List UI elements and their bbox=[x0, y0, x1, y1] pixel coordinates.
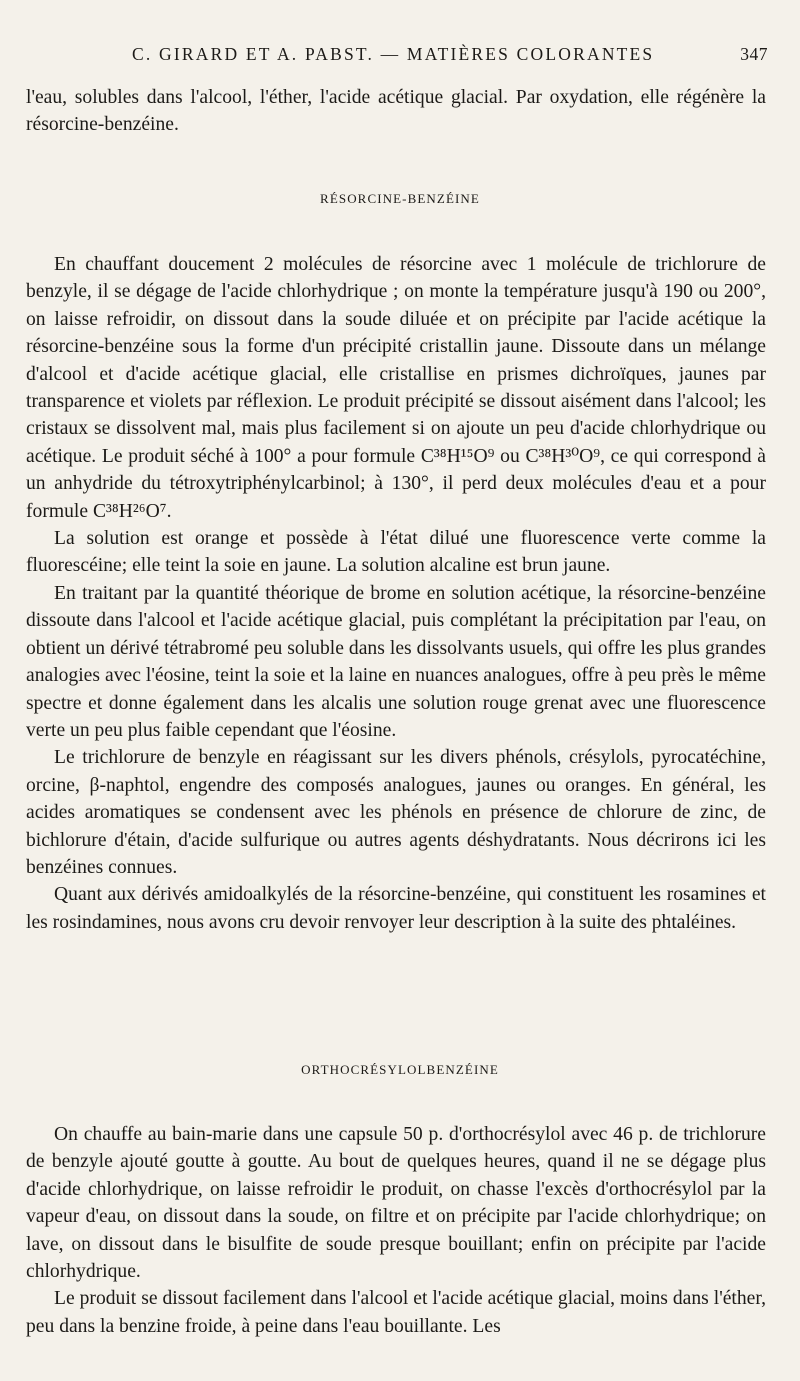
paragraph: En traitant par la quantité théorique de brome en solution acétique, la résorcine-benzéine dissoute dans l'alcool et l'acide acétique glacial, puis complétant la précipitation par l'eau, on obtient un dérivé tétrabromé peu soluble dans les dissolvants usuels, qui offre les plus grandes analogies avec l'éosine, teint la soie et la laine en nuances analogues, offre à peu près le même spectre et donne également dans les alcalis une solution rouge grenat avec une fluorescence verte un peu plus faible cependant que l'éosine. bbox=[26, 582, 766, 741]
paragraph-text: En chauffant doucement 2 molécules de résorcine avec 1 molécule de trichlorure de benzyle, il se dégage de l'acide chlorhydrique ; on monte la température jusqu'à 190 ou 200°, on laisse refroidir, on dissout dans la soude diluée et on précipite par l'acide acétique la résorcine-benzéine sous la forme d'un précipité cristallin jaune. Dissoute dans un mélange d'alcool et d'acide acétique glacial, elle cristallise en prismes dichroïques, jaunes par transparence et violets par réflexion. Le produit précipité se dissout aisément dans l'alcool; les cristaux se dissolvent mal, mais plus facilement si on ajoute un peu d'acide chlorhydrique ou acétique. Le produit séché à 100° a pour formule bbox=[26, 254, 766, 467]
section-body-resorcine-benzeine bbox=[26, 251, 766, 936]
paragraph: On chauffe au bain-marie dans une capsule 50 p. d'orthocrésylol avec 46 p. de trichlorure de benzyle ajouté goutte à goutte. Au bout de quelques heures, quand il ne se dégage plus d'acide chlorhydrique, on laisse refroidir le produit, on chasse l'excès d'orthocrésylol par la vapeur d'eau, on dissout dans la soude, on filtre et on précipite par l'acide chlorhydrique; on lave, on dissout dans le bisulfite de soude presque bouillant; enfin on précipite par l'acide chlorhydrique. bbox=[26, 1124, 766, 1283]
paragraph: Quant aux dérivés amidoalkylés de la résorcine-benzéine, qui constituent les rosamines et les rosindamines, nous avons cru devoir renvoyer leur description à la suite des phtaléines. bbox=[26, 884, 766, 933]
paragraph bbox=[26, 251, 766, 525]
running-title: C. GIRARD ET A. PABST. — MATIÈRES COLORANTES bbox=[132, 44, 655, 64]
section-title-orthocresylolbenzeine: ORTHOCRÉSYLOLBENZÉINE bbox=[301, 1062, 499, 1077]
page-number: 347 bbox=[740, 44, 768, 64]
section-body-orthocresylolbenzeine bbox=[26, 1121, 766, 1340]
page-header bbox=[28, 44, 768, 72]
chemical-formula: C³⁸H¹⁵O⁹ bbox=[420, 445, 495, 467]
intro-paragraph: l'eau, solubles dans l'alcool, l'éther, l'acide acétique glacial. Par oxydation, elle régénère la résorcine-benzéine. bbox=[26, 87, 766, 136]
paragraph: Le trichlorure de benzyle en réagissant sur les divers phénols, crésylols, pyrocatéchine, orcine, β-naphtol, engendre des composés analogues, jaunes ou oranges. En général, les acides aromatiques se condensent avec les phénols en présence de chlorure de zinc, de bichlorure d'étain, d'acide sulfurique ou autres agents déshydratants. Nous décrirons ici les benzéines connues. bbox=[26, 747, 766, 878]
intro-block bbox=[26, 84, 766, 139]
paragraph: Le produit se dissout facilement dans l'alcool et l'acide acétique glacial, moins dans l'éther, peu dans la benzine froide, à peine dans l'eau bouillante. Les bbox=[26, 1288, 766, 1337]
section-title-resorcine-benzeine: RÉSORCINE-BENZÉINE bbox=[320, 191, 480, 206]
paragraph-text: , ce qui correspond à un anhydride du tétroxytriphénylcarbinol; à 130°, il perd deux molécules d'eau et a pour formule bbox=[26, 445, 766, 522]
paragraph: La solution est orange et possède à l'état dilué une fluorescence verte comme la fluorescéine; elle teint la soie en jaune. La solution alcaline est brun jaune. bbox=[26, 528, 766, 577]
paragraph-text: . bbox=[166, 500, 172, 522]
chemical-formula: C³⁸H²⁶O⁷ bbox=[92, 500, 167, 522]
chemical-formula: C³⁸H³⁰O⁹ bbox=[525, 445, 601, 467]
paragraph-text: ou bbox=[500, 445, 520, 467]
